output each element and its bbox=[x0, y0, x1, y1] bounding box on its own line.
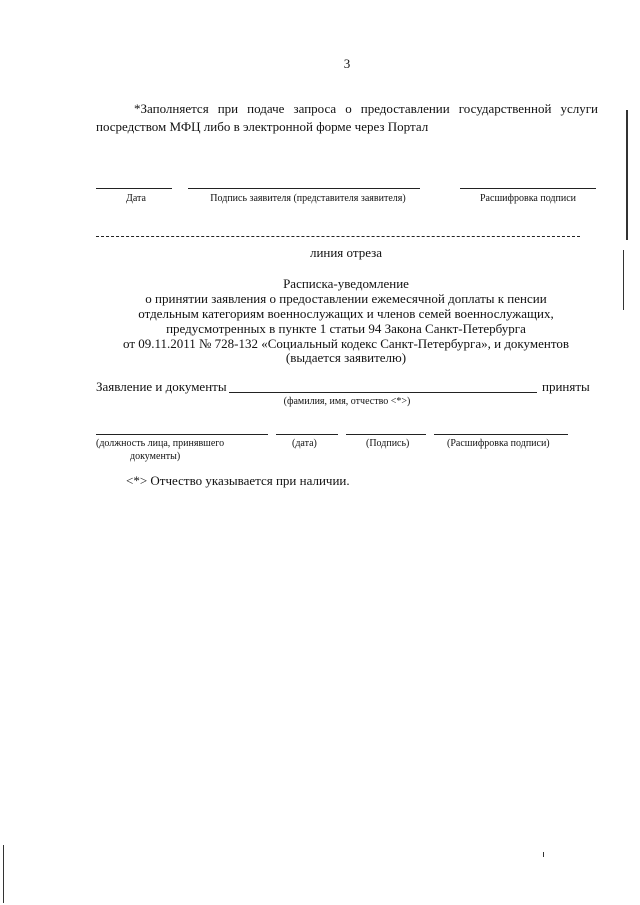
applicant-signature-line bbox=[188, 188, 420, 189]
receipt-title: Расписка-уведомление bbox=[283, 276, 409, 291]
accepted-prefix: Заявление и документы bbox=[96, 379, 227, 394]
date-label: Дата bbox=[126, 193, 146, 204]
receipt-line-1: о принятии заявления о предоставлении ежемесячной доплаты к пенсии bbox=[145, 291, 547, 306]
fio-caption: (фамилия, имя, отчество <*>) bbox=[283, 396, 411, 407]
decoding-caption: (Расшифровка подписи) bbox=[447, 438, 550, 449]
decoding-line bbox=[434, 434, 568, 435]
cut-line-label: линия отреза bbox=[309, 245, 383, 260]
official-line bbox=[96, 434, 268, 435]
footnote: <*> Отчество указывается при наличии. bbox=[126, 473, 350, 488]
decoding-label: Расшифровка подписи bbox=[480, 193, 576, 204]
receipt-line-4: от 09.11.2011 № 728-132 «Социальный кодекс Санкт-Петербурга», и документов bbox=[122, 336, 569, 351]
page-number: 3 bbox=[343, 56, 351, 71]
scan-edge-mark bbox=[623, 250, 624, 310]
decoding-signature-line bbox=[460, 188, 596, 189]
official-caption-1: (должность лица, принявшего bbox=[96, 438, 225, 449]
note-line-1: *Заполняется при подаче запроса о предоставлении государственной услуги bbox=[134, 101, 598, 116]
fio-fill-line bbox=[229, 392, 537, 393]
scan-edge-mark bbox=[3, 845, 4, 903]
official-caption-2: документы) bbox=[130, 451, 181, 462]
note-line-2: посредством МФЦ либо в электронной форме через Портал bbox=[96, 119, 429, 134]
accepted-suffix: приняты bbox=[542, 379, 590, 394]
receipt-line-3: предусмотренных в пункте 1 статьи 94 Закона Санкт-Петербурга bbox=[166, 321, 526, 336]
receipt-line-2: отдельным категориям военнослужащих и членов семей военнослужащих, bbox=[138, 306, 554, 321]
date-signature-line bbox=[96, 188, 172, 189]
applicant-signature-label: Подпись заявителя (представителя заявителя) bbox=[210, 193, 406, 204]
scan-edge-mark bbox=[626, 110, 628, 240]
signature-line bbox=[346, 434, 426, 435]
signature-caption: (Подпись) bbox=[366, 438, 410, 449]
receipt-line-5: (выдается заявителю) bbox=[285, 350, 407, 365]
date-line bbox=[276, 434, 338, 435]
cut-line bbox=[96, 236, 580, 237]
scan-edge-mark bbox=[543, 852, 544, 857]
date-caption: (дата) bbox=[292, 438, 317, 449]
